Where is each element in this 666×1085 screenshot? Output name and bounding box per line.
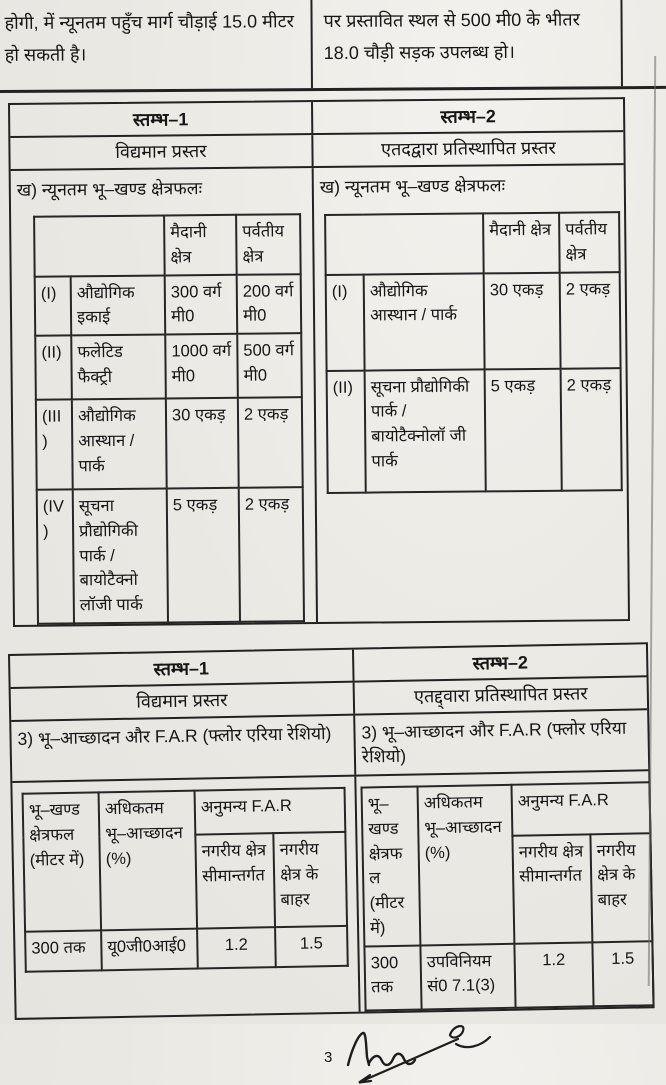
table-header-row (34, 214, 301, 276)
header-plain-area: मैदानी क्षेत्र (164, 215, 237, 275)
table1-column2-clause: ख) न्यूनतम भू–खण्ड क्षेत्रफलः (319, 175, 506, 198)
comparison-table-plot-area (8, 97, 630, 627)
table-row (35, 274, 302, 336)
row-plain-value: 1000 वर्ग मी0 (165, 334, 238, 399)
table2-left-inner-table (22, 787, 349, 973)
table2-clause-row (11, 708, 648, 781)
table1-column2-body (312, 165, 628, 622)
blank-header-cell (325, 213, 484, 274)
header-ground-coverage: अधिकतम भू–आच्छादन (%) (417, 785, 514, 945)
row-sno: (II) (35, 335, 72, 399)
table-row (37, 487, 304, 623)
table-row (364, 940, 653, 1009)
table2-column1-body (12, 776, 358, 1017)
header-permissible-far: अनुमन्य F.A.R (195, 788, 346, 835)
top-left-note: होगी, में न्यूनतम पहुँच मार्ग चौड़ाई 15.0 मीटर हो सकती है। (4, 11, 295, 66)
page-footer (0, 1023, 666, 1085)
row-sno: (II) (327, 370, 366, 492)
table1-column1-body (11, 168, 316, 625)
row-plain-value: 30 एकड़ (166, 398, 239, 489)
table1-column2-subtitle: एतदद्वारा प्रतिस्थापित प्रस्तर (311, 132, 623, 166)
table2-body-row (12, 769, 652, 1017)
table-header-row (362, 782, 651, 838)
header-hill-area: पर्वतीय क्षेत्र (236, 214, 301, 274)
header-far-outside: नगरीय क्षेत्र के बाहर (590, 833, 652, 942)
row-far-outside: 1.5 (592, 940, 653, 1005)
header-plain-area: मैदानी क्षेत्र (483, 213, 560, 273)
page-number: 3 (324, 1049, 333, 1067)
row-hill-value: 2 एकड़ (239, 487, 304, 621)
table2-column1-clause: 3) भू–आच्छादन और F.A.R (फ्लोर एरिया रेशियो) (17, 722, 332, 749)
row-area: 300 तक (364, 945, 421, 1010)
header-plot-area: भू–खण्ड क्षेत्रफल (मीटर में) (23, 792, 102, 931)
row-hill-value: 500 वर्ग मी0 (237, 333, 302, 398)
table2-column2-body (354, 771, 652, 1011)
row-sno: (IV) (37, 489, 74, 623)
table-row (326, 272, 621, 371)
table-row (36, 397, 303, 490)
far-comparison-table (8, 642, 655, 1019)
table2-column2-clause: 3) भू–आच्छादन और F.A.R (फ्लोर एरिया रेशियो) (353, 710, 648, 774)
row-plain-value: 5 एकड़ (167, 488, 240, 622)
blank-header-cell (34, 216, 165, 277)
header-hill-area: पर्वतीय क्षेत्र (559, 212, 620, 272)
row-far-urban: 1.2 (514, 942, 593, 1007)
header-plot-area: भू–खण्ड क्षेत्रफल (मीटर में) (362, 786, 421, 945)
table-row (327, 368, 622, 493)
row-far-urban: 1.2 (197, 927, 276, 968)
row-hill-value: 2 एकड़ (561, 368, 622, 491)
row-hill-value: 200 वर्ग मी0 (237, 274, 302, 334)
table1-column1-clause: ख) न्यूनतम भू–खण्ड क्षेत्रफलः (16, 178, 203, 200)
table1-column1-subtitle: विद्यमान प्रस्तर (115, 141, 207, 162)
row-name: सूचना प्रौद्योगिकी पार्क / बायोटैक्नोलॉ जी पार्क (365, 369, 486, 492)
header-permissible-far: अनुमन्य F.A.R (511, 782, 650, 835)
row-name: औद्योगिक इकाई (71, 275, 166, 335)
row-sno: (III) (36, 399, 73, 489)
row-plain-value: 300 वर्ग मी0 (165, 274, 238, 334)
row-name: औद्योगिक आस्थान / पार्क (364, 273, 485, 370)
top-text-row (0, 0, 666, 93)
table1-column1-title: स्तम्भ–1 (132, 109, 189, 130)
row-area: 300 तक (25, 930, 102, 971)
header-far-outside: नगरीय क्षेत्र के बाहर (273, 832, 347, 927)
table2-column2-subtitle: एतद्द्वारा प्रतिस्थापित प्रस्तर (353, 677, 648, 713)
table2-column1-subtitle: विद्यमान प्रस्तर (136, 689, 228, 712)
table-row (35, 333, 302, 400)
table-header-row (325, 212, 620, 274)
row-coverage: उपविनियम सं0 7.1(3) (420, 943, 515, 1009)
row-coverage: यू0जी0आई0 (101, 928, 198, 970)
header-ground-coverage: अधिकतम भू–आच्छादन (%) (99, 790, 198, 930)
row-hill-value: 2 एकड़ (560, 272, 621, 369)
row-plain-value: 5 एकड़ (485, 368, 562, 491)
table1-left-inner-table (33, 213, 305, 624)
table1-title-row (10, 99, 623, 136)
table-header-row (23, 788, 346, 838)
row-name: औद्योगिक आस्थान / पार्क (72, 398, 167, 489)
top-right-note: पर प्रस्तावित स्थल से 500 मी0 के भीतर 18.0 चौड़ी सड़क उपलब्ध हो। (310, 0, 623, 88)
row-far-outside: 1.5 (275, 926, 348, 967)
table2-column1-title: स्तम्भ–1 (153, 658, 210, 680)
row-hill-value: 2 एकड़ (238, 397, 303, 488)
row-name: सूचना प्रौद्योगिकी पार्क / बायोटैक्नो लॉजी पार्क (73, 488, 168, 623)
table2-column2-title: स्तम्भ–2 (352, 644, 647, 680)
header-far-urban: नगरीय क्षेत्र सीमान्तर्गत (195, 833, 275, 928)
row-plain-value: 30 एकड़ (484, 272, 561, 369)
table1-body-row (11, 163, 628, 625)
row-name: फलेटिड फैक्ट्री (71, 335, 166, 400)
signature-scribble-icon (340, 1023, 500, 1085)
row-sno: (I) (35, 276, 72, 336)
header-far-urban: नगरीय क्षेत्र सीमान्तर्गत (512, 834, 592, 943)
table1-column2-title: स्तम्भ–2 (311, 99, 623, 133)
table1-subtitle-row (10, 130, 623, 169)
table1-right-inner-table (324, 211, 623, 493)
scan-page-edge-line (648, 56, 656, 986)
table-row (25, 926, 348, 972)
table2-right-inner-table (360, 781, 654, 1011)
row-sno: (I) (326, 274, 365, 370)
